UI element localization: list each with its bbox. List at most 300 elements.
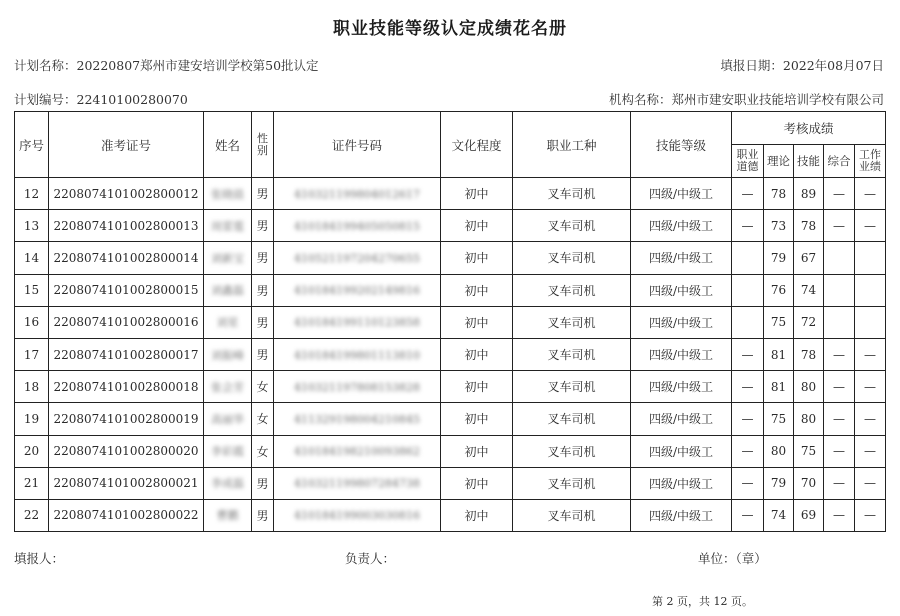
header-education: 文化程度 <box>441 112 513 178</box>
row-level <box>631 435 732 467</box>
row-exam-no <box>49 435 204 467</box>
row-seq-text: 13 <box>23 218 40 233</box>
row-exam-no-text: 2208074101002800021 <box>53 476 199 491</box>
row-name <box>204 467 252 499</box>
row-theory-text: 73 <box>770 218 787 233</box>
row-ethics <box>732 242 764 274</box>
row-overall-text: — <box>833 186 845 201</box>
row-theory <box>764 499 794 531</box>
row-exam-no <box>49 371 204 403</box>
row-education-text: 初中 <box>464 380 489 395</box>
row-education <box>441 274 513 306</box>
row-seq <box>15 403 49 435</box>
row-exam-no-text: 2208074101002800018 <box>53 379 199 394</box>
header-scores: 考核成绩 <box>732 112 886 145</box>
row-level-text: 四级/中级工 <box>648 187 714 202</box>
row-level <box>631 274 732 306</box>
row-ethics-text: — <box>741 186 754 201</box>
row-level-text: 四级/中级工 <box>648 251 714 266</box>
row-seq-text: 22 <box>23 508 40 523</box>
row-theory-text: 75 <box>770 411 787 426</box>
row-exam-no <box>49 210 204 242</box>
row-ethics <box>732 210 764 242</box>
header-seq: 序号 <box>15 112 49 178</box>
row-ethics-text: — <box>741 218 754 233</box>
table-row <box>15 274 886 306</box>
row-theory-text: 74 <box>770 508 787 523</box>
row-level <box>631 338 732 370</box>
row-ethics <box>732 467 764 499</box>
table-row <box>15 178 886 210</box>
row-work-performance-text: — <box>864 476 876 491</box>
row-ethics <box>732 403 764 435</box>
row-theory <box>764 403 794 435</box>
row-name-text: 刘鑫磊 <box>211 284 244 298</box>
row-work-performance-text: — <box>864 186 876 201</box>
row-overall <box>824 467 855 499</box>
row-seq-text: 20 <box>23 444 40 459</box>
row-gender-text: 男 <box>256 187 269 202</box>
row-work-performance <box>855 467 886 499</box>
row-theory <box>764 371 794 403</box>
row-id-no <box>274 371 441 403</box>
row-work-performance <box>855 306 886 338</box>
row-work-performance-text: — <box>864 347 876 362</box>
row-gender-text: 男 <box>256 508 269 523</box>
table-row <box>15 371 886 403</box>
row-gender-text: 男 <box>256 251 269 266</box>
header-name: 姓名 <box>204 112 252 178</box>
row-exam-no-text: 2208074101002800017 <box>53 347 199 362</box>
row-id-no <box>274 210 441 242</box>
row-id-no <box>274 338 441 370</box>
table-row <box>15 499 886 531</box>
row-overall <box>824 242 855 274</box>
row-ethics-text: — <box>741 347 754 362</box>
row-skill-text: 75 <box>800 444 817 459</box>
row-occupation-text: 叉车司机 <box>547 315 596 330</box>
row-seq <box>15 499 49 531</box>
row-education-text: 初中 <box>464 251 489 266</box>
table-row <box>15 467 886 499</box>
row-theory-text: 80 <box>770 444 787 459</box>
row-gender <box>252 435 274 467</box>
row-gender-text: 男 <box>256 348 269 363</box>
row-name <box>204 435 252 467</box>
row-overall <box>824 210 855 242</box>
row-name-text: 刘新宝 <box>211 251 244 265</box>
row-overall <box>824 403 855 435</box>
row-theory <box>764 435 794 467</box>
row-id-no <box>274 242 441 274</box>
table-row <box>15 242 886 274</box>
row-skill <box>794 306 824 338</box>
row-education <box>441 306 513 338</box>
table-row <box>15 403 886 435</box>
row-occupation-text: 叉车司机 <box>547 412 596 427</box>
row-education-text: 初中 <box>464 412 489 427</box>
row-ethics <box>732 499 764 531</box>
row-work-performance <box>855 371 886 403</box>
row-occupation-text: 叉车司机 <box>547 283 596 298</box>
row-overall-text: — <box>833 508 845 523</box>
row-skill <box>794 403 824 435</box>
row-overall <box>824 274 855 306</box>
row-gender <box>252 403 274 435</box>
header-work-performance: 工作业绩 <box>855 145 886 178</box>
row-seq-text: 19 <box>23 411 40 426</box>
row-seq <box>15 210 49 242</box>
row-name <box>204 178 252 210</box>
plan-name: 计划名称：20220807郑州市建安培训学校第50批认定 <box>14 58 319 73</box>
row-education <box>441 178 513 210</box>
row-overall-text: — <box>833 444 845 459</box>
row-seq <box>15 242 49 274</box>
row-ethics <box>732 178 764 210</box>
row-id-no <box>274 178 441 210</box>
row-overall <box>824 499 855 531</box>
row-occupation <box>513 435 631 467</box>
row-ethics-text: — <box>741 476 754 491</box>
row-education <box>441 403 513 435</box>
row-skill <box>794 338 824 370</box>
row-theory-text: 79 <box>770 250 787 265</box>
row-id-no <box>274 435 441 467</box>
row-id-no <box>274 467 441 499</box>
row-work-performance-text: — <box>864 218 876 233</box>
row-occupation <box>513 178 631 210</box>
row-exam-no <box>49 467 204 499</box>
row-education <box>441 499 513 531</box>
row-occupation-text: 叉车司机 <box>547 444 596 459</box>
row-exam-no-text: 2208074101002800015 <box>53 283 199 298</box>
row-name-text: 刘振峰 <box>211 348 244 362</box>
row-ethics <box>732 338 764 370</box>
row-theory-text: 81 <box>770 379 787 394</box>
row-id-no-text: 410184199801113810 <box>294 348 420 362</box>
row-occupation-text: 叉车司机 <box>547 476 596 491</box>
row-occupation-text: 叉车司机 <box>547 219 596 234</box>
row-skill-text: 70 <box>800 476 817 491</box>
row-education <box>441 242 513 274</box>
row-skill <box>794 274 824 306</box>
row-theory <box>764 178 794 210</box>
row-work-performance-text: — <box>864 411 876 426</box>
row-work-performance-text: — <box>864 508 876 523</box>
row-id-no-text: 410321199807284738 <box>294 477 420 491</box>
row-level-text: 四级/中级工 <box>648 412 714 427</box>
unit-seal-label: 单位：（章） <box>698 551 767 566</box>
row-exam-no <box>49 274 204 306</box>
row-exam-no-text: 2208074101002800022 <box>53 508 199 523</box>
row-seq-text: 21 <box>23 476 40 491</box>
table-row <box>15 306 886 338</box>
document-title: 职业技能等级认定成绩花名册 <box>333 19 567 39</box>
row-exam-no <box>49 242 204 274</box>
row-overall <box>824 371 855 403</box>
row-level-text: 四级/中级工 <box>648 315 714 330</box>
row-education <box>441 435 513 467</box>
row-name <box>204 274 252 306</box>
row-theory <box>764 467 794 499</box>
row-exam-no <box>49 338 204 370</box>
row-gender-text: 男 <box>256 476 269 491</box>
row-id-no-text: 410184198210093862 <box>294 445 420 459</box>
row-level <box>631 371 732 403</box>
row-skill-text: 78 <box>800 218 817 233</box>
row-theory-text: 75 <box>770 315 787 330</box>
row-ethics <box>732 371 764 403</box>
row-name-text: 李成磊 <box>211 477 244 491</box>
row-exam-no-text: 2208074101002800020 <box>53 444 199 459</box>
row-name-text: 刘星 <box>216 316 239 330</box>
row-exam-no <box>49 178 204 210</box>
row-theory <box>764 306 794 338</box>
row-skill-text: 72 <box>800 315 817 330</box>
row-theory <box>764 274 794 306</box>
row-education <box>441 467 513 499</box>
row-gender <box>252 499 274 531</box>
header-ethics: 职业道德 <box>732 145 764 178</box>
row-overall <box>824 306 855 338</box>
row-work-performance <box>855 210 886 242</box>
row-occupation <box>513 274 631 306</box>
row-occupation-text: 叉车司机 <box>547 251 596 266</box>
row-gender <box>252 242 274 274</box>
row-overall <box>824 338 855 370</box>
row-name <box>204 499 252 531</box>
row-id-no <box>274 403 441 435</box>
row-gender-text: 女 <box>256 412 269 427</box>
row-occupation-text: 叉车司机 <box>547 380 596 395</box>
row-id-no-text: 410184199110123858 <box>294 316 420 330</box>
plan-number: 计划编号：22410100280070 <box>14 92 188 107</box>
row-theory <box>764 210 794 242</box>
row-skill <box>794 467 824 499</box>
row-level-text: 四级/中级工 <box>648 508 714 523</box>
row-id-no-text: 410184199202149816 <box>294 284 420 298</box>
row-ethics <box>732 435 764 467</box>
header-id-no: 证件号码 <box>274 112 441 178</box>
row-theory-text: 78 <box>770 186 787 201</box>
row-occupation <box>513 338 631 370</box>
row-level <box>631 242 732 274</box>
row-gender-text: 男 <box>256 283 269 298</box>
row-occupation <box>513 371 631 403</box>
row-level-text: 四级/中级工 <box>648 444 714 459</box>
row-name-text: 张会芳 <box>211 380 244 394</box>
row-education <box>441 338 513 370</box>
row-education-text: 初中 <box>464 187 489 202</box>
row-education-text: 初中 <box>464 348 489 363</box>
row-seq <box>15 338 49 370</box>
row-level-text: 四级/中级工 <box>648 476 714 491</box>
row-name-text: 高丽华 <box>211 412 244 426</box>
row-ethics-text: — <box>741 508 754 523</box>
row-work-performance-text: — <box>864 379 876 394</box>
row-theory-text: 79 <box>770 476 787 491</box>
row-gender-text: 女 <box>256 380 269 395</box>
row-name <box>204 338 252 370</box>
header-theory: 理论 <box>764 145 794 178</box>
row-education <box>441 210 513 242</box>
row-occupation-text: 叉车司机 <box>547 508 596 523</box>
row-exam-no-text: 2208074101002800012 <box>53 186 199 201</box>
row-exam-no <box>49 499 204 531</box>
row-skill <box>794 435 824 467</box>
row-id-no-text: 410321199804012617 <box>294 187 420 201</box>
row-work-performance <box>855 499 886 531</box>
row-level <box>631 499 732 531</box>
row-exam-no <box>49 403 204 435</box>
row-gender <box>252 274 274 306</box>
row-ethics <box>732 306 764 338</box>
row-gender <box>252 338 274 370</box>
row-name <box>204 210 252 242</box>
row-skill <box>794 178 824 210</box>
row-occupation <box>513 242 631 274</box>
row-gender <box>252 210 274 242</box>
roster-body <box>15 178 886 532</box>
row-level-text: 四级/中级工 <box>648 219 714 234</box>
row-exam-no <box>49 306 204 338</box>
row-seq-text: 18 <box>23 379 40 394</box>
row-education-text: 初中 <box>464 444 489 459</box>
row-overall-text: — <box>833 476 845 491</box>
row-occupation <box>513 467 631 499</box>
row-name-text: 曹鹏 <box>216 509 239 523</box>
row-seq-text: 17 <box>23 347 40 362</box>
row-skill-text: 89 <box>800 186 817 201</box>
row-theory <box>764 338 794 370</box>
row-skill-text: 80 <box>800 411 817 426</box>
row-skill-text: 69 <box>800 508 817 523</box>
row-id-no-text: 410321197808153828 <box>294 380 420 394</box>
row-work-performance <box>855 338 886 370</box>
row-id-no <box>274 274 441 306</box>
row-level-text: 四级/中级工 <box>648 348 714 363</box>
row-education-text: 初中 <box>464 283 489 298</box>
header-occupation: 职业工种 <box>513 112 631 178</box>
header-gender: 性别 <box>252 112 274 178</box>
row-overall-text: — <box>833 411 845 426</box>
row-gender-text: 男 <box>256 315 269 330</box>
row-level <box>631 178 732 210</box>
row-overall <box>824 435 855 467</box>
row-education-text: 初中 <box>464 508 489 523</box>
row-seq <box>15 371 49 403</box>
row-ethics-text: — <box>741 379 754 394</box>
row-theory-text: 81 <box>770 347 787 362</box>
row-level <box>631 403 732 435</box>
row-skill <box>794 371 824 403</box>
organization-name: 机构名称：郑州市建安职业技能培训学校有限公司 <box>608 92 884 107</box>
row-ethics <box>732 274 764 306</box>
row-skill-text: 78 <box>800 347 817 362</box>
row-skill <box>794 210 824 242</box>
row-occupation <box>513 210 631 242</box>
row-overall-text: — <box>833 347 845 362</box>
row-education-text: 初中 <box>464 315 489 330</box>
row-occupation-text: 叉车司机 <box>547 348 596 363</box>
row-theory <box>764 242 794 274</box>
row-exam-no-text: 2208074101002800013 <box>53 218 199 233</box>
row-work-performance <box>855 242 886 274</box>
row-skill <box>794 242 824 274</box>
row-seq <box>15 178 49 210</box>
row-id-no-text: 410184199405050815 <box>294 219 420 233</box>
row-seq-text: 15 <box>23 283 40 298</box>
row-occupation <box>513 306 631 338</box>
table-row <box>15 435 886 467</box>
header-overall: 综合 <box>824 145 855 178</box>
row-overall <box>824 178 855 210</box>
row-level-text: 四级/中级工 <box>648 283 714 298</box>
row-seq <box>15 306 49 338</box>
row-overall-text: — <box>833 218 845 233</box>
row-level-text: 四级/中级工 <box>648 380 714 395</box>
row-name <box>204 242 252 274</box>
header-level: 技能等级 <box>631 112 732 178</box>
row-seq-text: 12 <box>23 186 40 201</box>
row-name <box>204 371 252 403</box>
row-level <box>631 210 732 242</box>
table-row <box>15 210 886 242</box>
row-gender-text: 男 <box>256 219 269 234</box>
report-date: 填报日期：2022年08月07日 <box>720 58 884 73</box>
row-seq <box>15 274 49 306</box>
filler-label: 填报人： <box>14 551 65 566</box>
row-gender <box>252 178 274 210</box>
row-gender <box>252 306 274 338</box>
row-name <box>204 306 252 338</box>
row-exam-no-text: 2208074101002800016 <box>53 315 199 330</box>
row-education-text: 初中 <box>464 476 489 491</box>
responsible-label: 负责人： <box>345 551 396 566</box>
row-theory-text: 76 <box>770 283 787 298</box>
row-name-text: 周雷霆 <box>211 219 244 233</box>
row-id-no-text: 410521197204270655 <box>294 251 420 265</box>
row-overall-text: — <box>833 379 845 394</box>
row-work-performance <box>855 178 886 210</box>
row-name-text: 李彩霞 <box>211 445 244 459</box>
row-name-text: 张晓晨 <box>211 187 244 201</box>
row-id-no-text: 410184199003030816 <box>294 509 420 523</box>
row-skill-text: 80 <box>800 379 817 394</box>
row-seq <box>15 467 49 499</box>
row-work-performance <box>855 435 886 467</box>
row-education <box>441 371 513 403</box>
row-ethics-text: — <box>741 411 754 426</box>
row-id-no <box>274 499 441 531</box>
row-work-performance <box>855 274 886 306</box>
row-skill <box>794 499 824 531</box>
row-education-text: 初中 <box>464 219 489 234</box>
row-work-performance-text: — <box>864 444 876 459</box>
row-occupation-text: 叉车司机 <box>547 187 596 202</box>
row-id-no-text: 411329198004210845 <box>294 412 420 426</box>
row-level <box>631 467 732 499</box>
row-id-no <box>274 306 441 338</box>
row-work-performance <box>855 403 886 435</box>
row-level <box>631 306 732 338</box>
row-exam-no-text: 2208074101002800014 <box>53 250 199 265</box>
row-name <box>204 403 252 435</box>
row-occupation <box>513 499 631 531</box>
row-exam-no-text: 2208074101002800019 <box>53 411 199 426</box>
score-roster-table <box>14 111 886 532</box>
header-exam-no: 准考证号 <box>49 112 204 178</box>
